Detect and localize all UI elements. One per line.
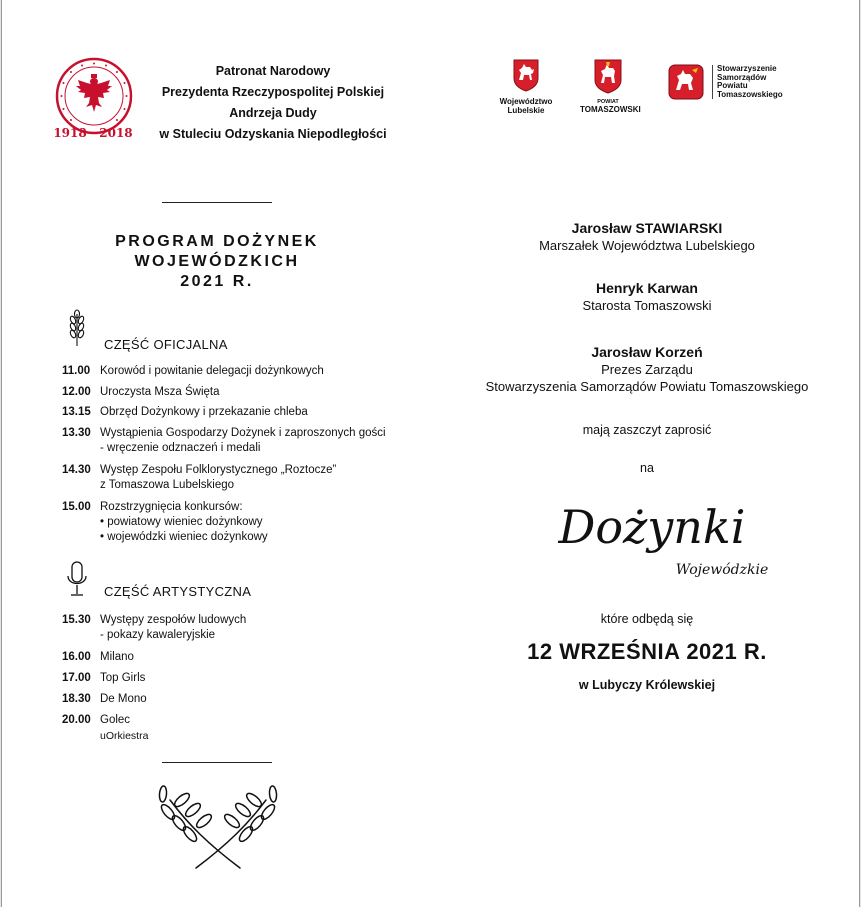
schedule-desc: Obrzęd Dożynkowy i przekazanie chleba bbox=[100, 406, 308, 418]
seal-years: 1918 · 2018 bbox=[53, 126, 133, 140]
logo-label-line: TOMASZOWSKI bbox=[580, 105, 641, 114]
schedule-row bbox=[62, 650, 462, 671]
schedule-row bbox=[62, 463, 462, 500]
logo-label-line: Stowarzyszenie bbox=[717, 64, 777, 73]
schedule-row bbox=[62, 671, 462, 692]
host-block bbox=[462, 279, 832, 314]
schedule-time: 16.00 bbox=[62, 651, 91, 663]
schedule-time: 18.30 bbox=[62, 693, 91, 705]
schedule-desc: Uroczysta Msza Święta bbox=[100, 386, 220, 398]
logo-powiat-tomaszowski bbox=[580, 58, 641, 114]
schedule-time: 12.00 bbox=[62, 386, 91, 398]
host-role: Marszałek Województwa Lubelskiego bbox=[539, 238, 755, 253]
schedule-desc: Milano bbox=[100, 651, 134, 663]
host-name: Jarosław STAWIARSKI bbox=[571, 220, 723, 236]
schedule-desc: Wystąpienia Gospodarzy Dożynek i zaproszonych gości bbox=[100, 427, 386, 439]
powiat-crest-icon bbox=[593, 58, 623, 94]
microphone-icon bbox=[66, 560, 88, 600]
logo-label-line: Województwo bbox=[499, 97, 553, 106]
schedule-desc: Korowód i powitanie delegacji dożynkowych bbox=[100, 365, 324, 377]
event-date: 12 WRZEŚNIA 2021 R. bbox=[527, 639, 767, 664]
host-role: Stowarzyszenia Samorządów Powiatu Tomaszowskiego bbox=[485, 379, 809, 394]
schedule-row bbox=[62, 405, 462, 426]
schedule-row bbox=[62, 364, 462, 385]
schedule-time: 17.00 bbox=[62, 672, 91, 684]
invitation-page bbox=[1, 0, 860, 907]
invite-text: mają zaszczyt zaprosić bbox=[582, 423, 712, 437]
patronage-line: Patronat Narodowy bbox=[215, 64, 331, 78]
patronage-line: Prezydenta Rzeczypospolitej Polskiej bbox=[161, 85, 385, 99]
event-place: w Lubyczy Królewskiej bbox=[578, 678, 716, 692]
host-role: Starosta Tomaszowski bbox=[582, 298, 712, 313]
program-title-line: PROGRAM DOŻYNEK bbox=[115, 233, 319, 250]
schedule-row bbox=[62, 692, 462, 713]
schedule-desc: - pokazy kawaleryjskie bbox=[100, 629, 216, 641]
schedule-time: 13.15 bbox=[62, 406, 91, 418]
stowarzyszenie-label bbox=[712, 65, 807, 99]
schedule-desc: Rozstrzygnięcia konkursów: bbox=[100, 501, 243, 513]
schedule-row bbox=[62, 613, 462, 650]
schedule-time: 11.00 bbox=[62, 365, 91, 377]
schedule-desc: Występ Zespołu Folklorystycznego „Roztocze” bbox=[100, 464, 337, 476]
schedule-desc: z Tomaszowa Lubelskiego bbox=[100, 479, 235, 491]
logo-label-line: POWIAT bbox=[597, 99, 619, 105]
schedule-desc: Golec bbox=[100, 714, 131, 726]
patronage-text bbox=[148, 61, 398, 145]
divider-bottom bbox=[162, 762, 272, 763]
official-schedule bbox=[62, 364, 462, 548]
lubelskie-crest-icon bbox=[512, 58, 540, 92]
schedule-desc: De Mono bbox=[100, 693, 147, 705]
schedule-desc: • wojewódzki wieniec dożynkowy bbox=[100, 531, 268, 543]
invite-na: na bbox=[640, 461, 654, 475]
schedule-row bbox=[62, 713, 462, 729]
event-script-subtitle: Wojewódzkie bbox=[675, 562, 769, 578]
schedule-row bbox=[62, 426, 462, 463]
event-script-title: Dożynki bbox=[558, 500, 746, 554]
patronage-line: w Stuleciu Odzyskania Niepodległości bbox=[159, 127, 387, 141]
schedule-time: 15.30 bbox=[62, 614, 91, 626]
schedule-desc: • powiatowy wieniec dożynkowy bbox=[100, 516, 263, 528]
crossed-wheat-ornament-icon bbox=[148, 780, 288, 872]
wheat-icon bbox=[64, 308, 90, 348]
schedule-time: 20.00 bbox=[62, 714, 91, 726]
schedule-desc: Top Girls bbox=[100, 672, 146, 684]
logo-label-line: Lubelskie bbox=[507, 106, 545, 115]
schedule-time: 15.00 bbox=[62, 501, 91, 513]
logo-label-line: Samorządów bbox=[717, 72, 767, 82]
when-intro: które odbędą się bbox=[600, 612, 694, 626]
host-name: Jarosław Korzeń bbox=[591, 344, 703, 360]
logo-wojewodztwo-lubelskie bbox=[495, 58, 557, 115]
divider-top bbox=[162, 202, 272, 203]
host-block bbox=[462, 219, 832, 254]
schedule-row bbox=[62, 500, 462, 548]
program-title-line: WOJEWÓDZKICH bbox=[134, 253, 300, 270]
schedule-row bbox=[62, 385, 462, 405]
host-block bbox=[462, 343, 832, 395]
schedule-time: 14.30 bbox=[62, 464, 91, 476]
program-title-line: 2021 R. bbox=[180, 273, 254, 290]
program-title bbox=[112, 232, 322, 292]
schedule-extra: uOrkiestra bbox=[100, 730, 149, 742]
schedule-desc: Występy zespołów ludowych bbox=[100, 614, 247, 626]
schedule-time: 13.30 bbox=[62, 427, 91, 439]
section-official-title: CZĘŚĆ OFICJALNA bbox=[104, 337, 228, 352]
stowarzyszenie-logo-icon bbox=[668, 64, 704, 100]
schedule-desc: - wręczenie odznaczeń i medali bbox=[100, 442, 261, 454]
artistic-schedule bbox=[62, 613, 462, 743]
patronage-line: Andrzeja Dudy bbox=[229, 106, 317, 120]
logo-label-line: Powiatu bbox=[717, 81, 748, 90]
host-name: Henryk Karwan bbox=[596, 280, 698, 296]
section-artistic-title: CZĘŚĆ ARTYSTYCZNA bbox=[104, 584, 252, 599]
logo-label-line: Tomaszowskiego bbox=[717, 89, 783, 99]
host-role: Prezes Zarządu bbox=[601, 362, 693, 377]
